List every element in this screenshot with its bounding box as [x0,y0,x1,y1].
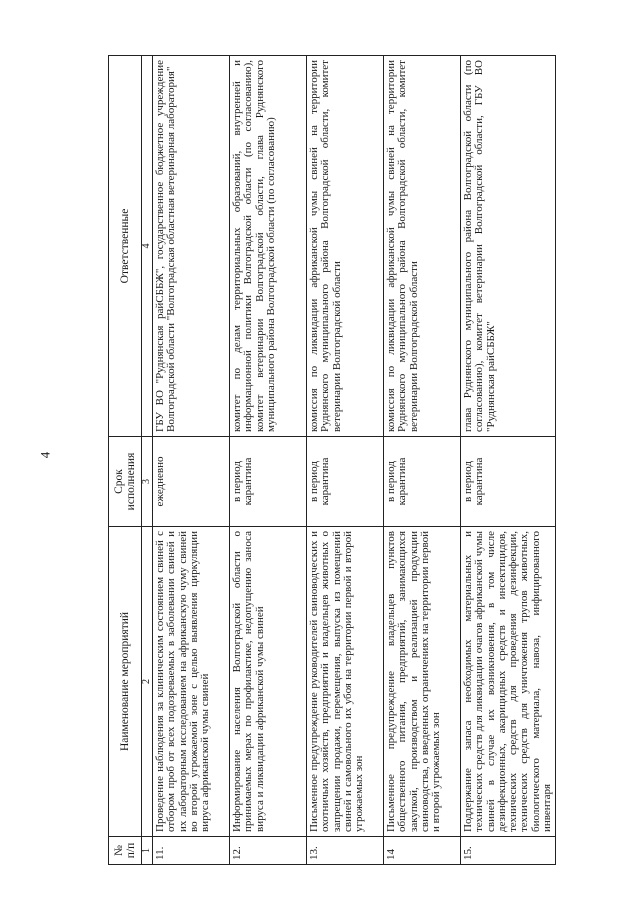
column-index: 1 [142,837,153,865]
page-number: 4 [37,451,53,459]
row-activity: Письменное предупреждение владельцев пунктов общественного питания, предприятий, занимающихся закупкой, производством и реализацией продукции свиноводства, о введенных ограничениях на территории первой и второй угрожаемых зон [384,527,461,837]
row-activity: Проведение наблюдения за клиническим состоянием свиней с отбором проб от всех подозреваемых в заболевании свиней и их лабораторным исследованием на африканскую чуму свиней во второй угрожаемой зоне с целью выявления циркуляции вируса африканской чумы свиней [153,527,230,837]
table-row [461,56,556,865]
row-term: в период карантина [461,437,556,527]
row-responsible: глава Руднянского муниципального района Волгоградской области (по согласованию), комитет ветеринарии Волгоградской области, ГБУ ВО "Руднянская райСББЖ" [461,56,556,437]
row-activity: Письменное предупреждение руководителей свиноводческих и охотничьих хозяйств, предприятий и владельцев животных о запрещении продажи, перемещения, выпуска из помещений свиней и самовольного их убоя на территории первой и второй угрожаемых зон [307,527,384,837]
table-row [153,56,230,865]
row-activity: Информирование населения Волгоградской области о принимаемых мерах по профилактике, недопущению заноса вируса и ликвидации африканской чумы свиней [230,527,307,837]
header-activity: Наименование мероприятий [109,527,142,837]
table-row [230,56,307,865]
column-index-row [142,56,153,865]
table-row [307,56,384,865]
row-responsible: комиссия по ликвидации африканской чумы свиней на территории Руднянского муниципального района Волгоградской области, комитет ветеринарии Волгоградской области [384,56,461,437]
row-number: 11. [153,837,230,865]
table-header-row [109,56,142,865]
row-activity: Поддержание запаса необходимых материальных и технических средств для ликвидации очагов африканской чумы свиней в случае их возникновения, в том числе дезинфекционных, акарицидных средств и инсектицидов, технических средств для проведения дезинфекции, технических средств для уничтожения трупов животных, биологического материала, навоза, инфицированного инвентаря [461,527,556,837]
activities-table [108,55,556,865]
row-number: 12. [230,837,307,865]
row-number: 14 [384,837,461,865]
row-term: в период карантина [384,437,461,527]
column-index: 2 [142,527,153,837]
row-term: ежедневно [153,437,230,527]
row-term: в период карантина [307,437,384,527]
row-responsible: ГБУ ВО "Руднянская райСББЖ", государственное бюджетное учреждение Волгоградской области "Волгоградская областная ветеринарная лаборатория" [153,56,230,437]
header-term: Срок исполнения [109,437,142,527]
column-index: 4 [142,56,153,437]
row-responsible: комитет по делам территориальных образований, внутренней и информационной политики Волгоградской области (по согласованию), комитет ветеринарии Волгоградской области, глава Руднянского муниципального района Волгоградской области (по согласованию) [230,56,307,437]
row-responsible: комиссия по ликвидации африканской чумы свиней на территории Руднянского муниципального района Волгоградской области, комитет ветеринарии Волгоградской области [307,56,384,437]
header-num: № п/п [109,837,142,865]
row-number: 15. [461,837,556,865]
header-responsible: Ответственные [109,56,142,437]
row-term: в период карантина [230,437,307,527]
rotated-table-block [108,56,554,865]
column-index: 3 [142,437,153,527]
table-row [384,56,461,865]
row-number: 13. [307,837,384,865]
